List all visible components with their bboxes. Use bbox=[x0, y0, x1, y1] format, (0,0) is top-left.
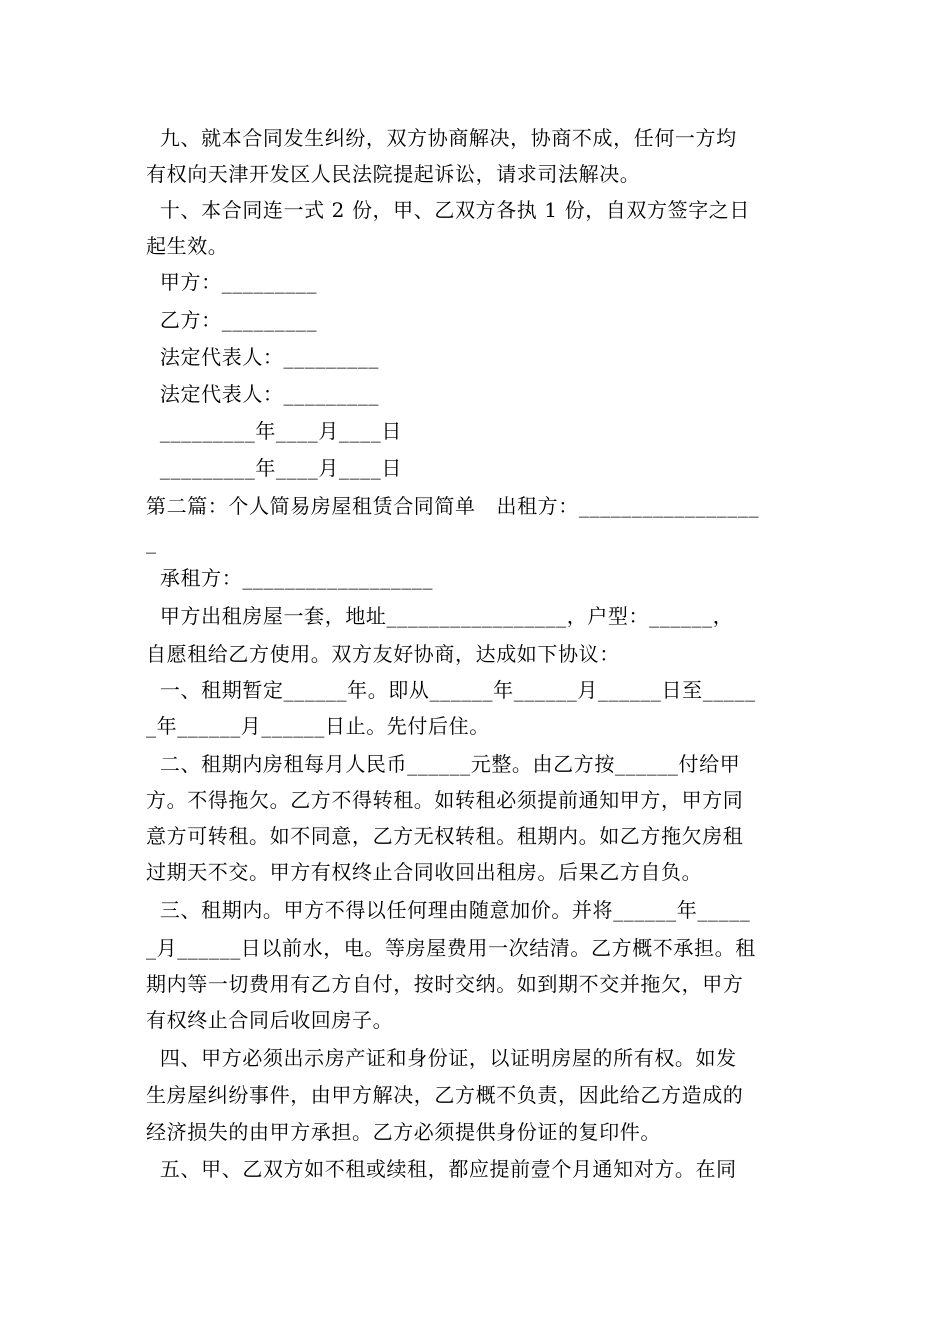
text-line: 二、租期内房租每月人民币______元整。由乙方按______付给甲 bbox=[146, 752, 741, 776]
text-line: 甲方出租房屋一套，地址_________________，户型：______， bbox=[146, 604, 734, 628]
text-line: 经济损失的由甲方承担。乙方必须提供身份证的复印件。 bbox=[146, 1120, 661, 1144]
text-line: 法定代表人：_________ bbox=[146, 382, 379, 406]
text-line: 五、甲、乙双方如不租或续租，都应提前壹个月通知对方。在同 bbox=[146, 1157, 737, 1181]
text-line: 甲方：_________ bbox=[146, 270, 318, 294]
text-line: 承租方：__________________ bbox=[146, 566, 434, 590]
text-line: 意方可转租。如不同意，乙方无权转租。租期内。如乙方拖欠房租 bbox=[146, 824, 744, 848]
text-line: 一、租期暂定______年。即从______年______月______日至_____ bbox=[146, 678, 756, 702]
text-line: 方。不得拖欠。乙方不得转租。如转租必须提前通知甲方，甲方同 bbox=[146, 788, 744, 812]
text-line: 过期天不交。甲方有权终止合同收回出租房。后果乙方自负。 bbox=[146, 860, 703, 884]
text-line: _________年____月____日 bbox=[146, 456, 402, 480]
text-line: 九、就本合同发生纠纷，双方协商解决，协商不成，任何一方均 bbox=[146, 126, 737, 150]
text-line: _年______月______日止。先付后住。 bbox=[146, 714, 490, 738]
text-line: 生房屋纠纷事件，由甲方解决，乙方概不负责，因此给乙方造成的 bbox=[146, 1083, 744, 1107]
text-line: 第二篇：个人简易房屋租赁合同简单 出租方：_________________ bbox=[146, 494, 760, 518]
text-line: 十、本合同连一式 2 份，甲、乙双方各执 1 份，自双方签字之日 bbox=[146, 198, 750, 222]
text-line: 起生效。 bbox=[146, 234, 229, 258]
text-line: 乙方：_________ bbox=[146, 308, 318, 332]
text-line: _月______日以前水，电。等房屋费用一次结清。乙方概不承担。租 bbox=[146, 936, 756, 960]
text-line: 法定代表人：_________ bbox=[146, 345, 379, 369]
text-line: _ bbox=[146, 530, 157, 554]
text-line: 自愿租给乙方使用。双方友好协商，达成如下协议： bbox=[146, 642, 620, 666]
text-line: 三、租期内。甲方不得以任何理由随意加价。并将______年_____ bbox=[146, 898, 751, 922]
text-line: 期内等一切费用有乙方自付，按时交纳。如到期不交并拖欠，甲方 bbox=[146, 972, 744, 996]
text-line: 四、甲方必须出示房产证和身份证，以证明房屋的所有权。如发 bbox=[146, 1046, 737, 1070]
text-line: _________年____月____日 bbox=[146, 419, 402, 443]
text-line: 有权向天津开发区人民法院提起诉讼，请求司法解决。 bbox=[146, 162, 641, 186]
text-line: 有权终止合同后收回房子。 bbox=[146, 1008, 394, 1032]
